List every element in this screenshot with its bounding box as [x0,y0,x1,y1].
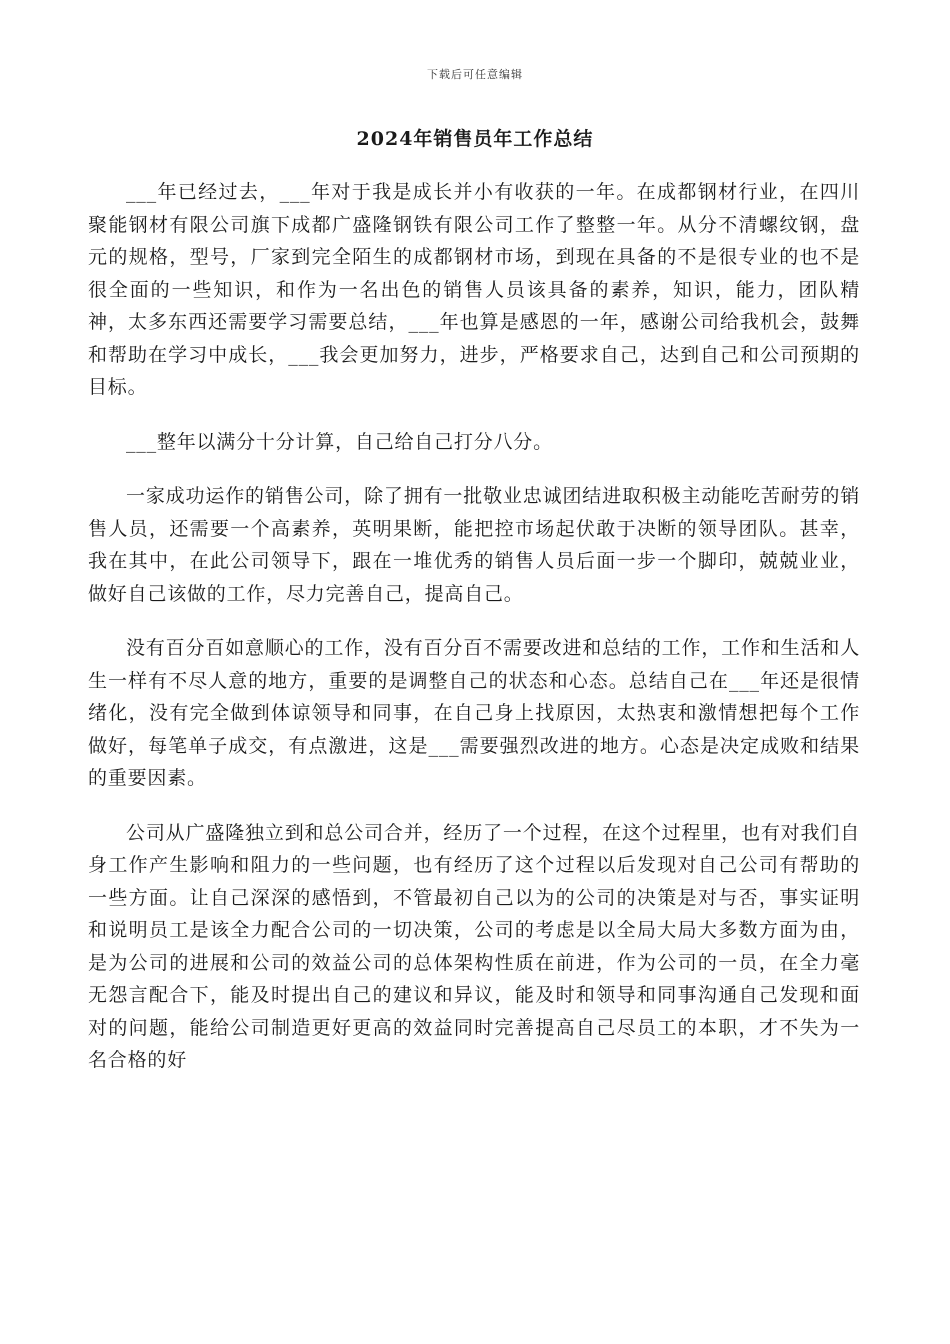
document-body [88,176,860,1099]
page-header-note: 下载后可任意编辑 [427,68,523,81]
paragraph-4: 没有百分百如意顺心的工作，没有百分百不需要改进和总结的工作，工作和生活和人生一样有不尽人意的地方，重要的是调整自己的状态和心态。总结自己在___年还是很情绪化，没有完全做到体谅领导和同事，在自己身上找原因，太热衷和激情想把每个工作做好，每笔单子成交，有点激进，这是___需要强烈改进的地方。心态是决定成败和结果的重要因素。 [88,637,860,789]
document-title: 2024年销售员年工作总结 [356,128,594,150]
paragraph-2: ___整年以满分十分计算，自己给自己打分八分。 [126,430,553,453]
paragraph-3: 一家成功运作的销售公司，除了拥有一批敬业忠诚团结进取积极主动能吃苦耐劳的销售人员，还需要一个高素养，英明果断，能把控市场起伏敢于决断的领导团队。甚幸，我在其中，在此公司领导下，跟在一堆优秀的销售人员后面一步一个脚印，兢兢业业，做好自己该做的工作，尽力完善自己，提高自己。 [88,485,860,605]
paragraph-5: 公司从广盛隆独立到和总公司合并，经历了一个过程，在这个过程里，也有对我们自身工作产生影响和阻力的一些问题，也有经历了这个过程以后发现对自己公司有帮助的一些方面。让自己深深的感悟到，不管最初自己以为的公司的决策是对与否，事实证明和说明员工是该全力配合公司的一切决策，公司的考虑是以全局大局大多数方面为由，是为公司的进展和公司的效益公司的总体架构性质在前进，作为公司的一员，在全力毫无怨言配合下，能及时提出自己的建议和异议，能及时和领导和同事沟通自己发现和面对的问题，能给公司制造更好更高的效益同时完善提高自己尽员工的本职，才不失为一名合格的好 [88,821,860,1071]
paragraph-1: ___年已经过去，___年对于我是成长并小有收获的一年。在成都钢材行业，在四川聚能钢材有限公司旗下成都广盛隆钢铁有限公司工作了整整一年。从分不清螺纹钢，盘元的规格，型号，厂家到完全陌生的成都钢材市场，到现在具备的不是很专业的也不是很全面的一些知识，和作为一名出色的销售人员该具备的素养，知识，能力，团队精神，太多东西还需要学习需要总结，___年也算是感恩的一年，感谢公司给我机会，鼓舞和帮助在学习中成长，___我会更加努力，进步，严格要求自己，达到自己和公司预期的目标。 [88,181,860,398]
